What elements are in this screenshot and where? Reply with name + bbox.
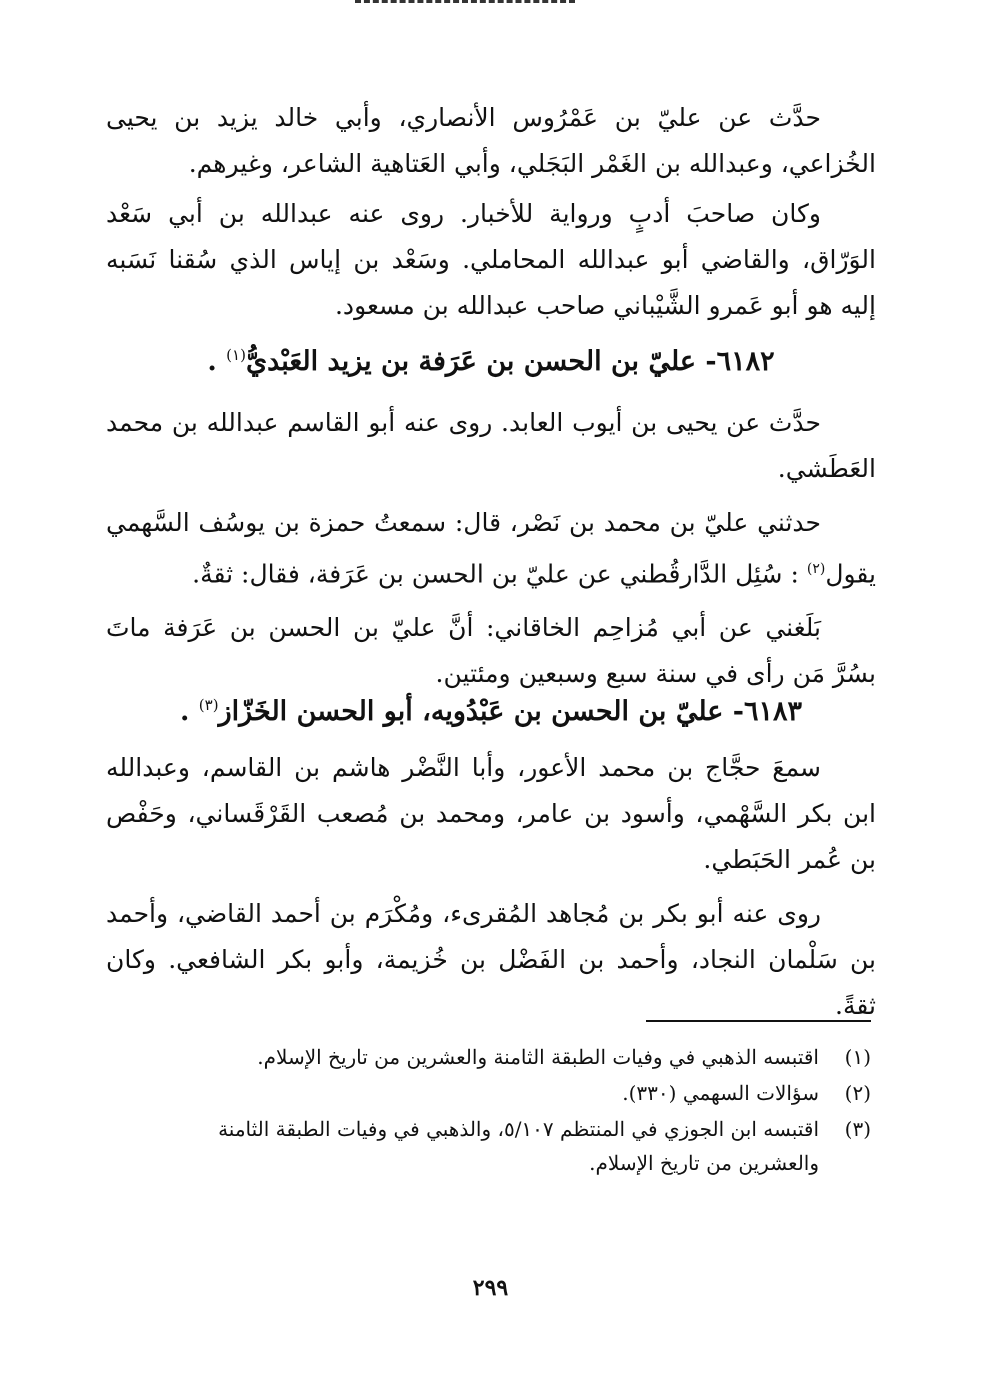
entry-heading-text: ٦١٨٢- عليّ بن الحسن بن عَرَفة بن يزيد العَبْديُّ: [245, 346, 775, 377]
paragraph: حدَّث عن يحيى بن أيوب العابد. روى عنه أبو القاسم عبدالله بن محمد العَطَشي.: [106, 408, 876, 483]
footnote-text: اقتبسه ابن الجوزي في المنتظم ٥/١٠٧، والذهبي في وفيات الطبقة الثامنة والعشرين من تاريخ الإسلام.: [218, 1117, 819, 1175]
footnote-ref: (١): [226, 346, 246, 364]
footnote-item: [151, 1040, 871, 1074]
paragraph: روى عنه أبو بكر بن مُجاهد المُقرىء، ومُكْرَم بن أحمد القاضي، وأحمد بن سَلْمان النجاد، وأحمد بن الفَضْل بن خُزيمة، وأبو بكر الشافعي. وكان ثقةً.: [106, 899, 876, 1020]
entry-heading-6182: [111, 335, 871, 382]
footnote-item: [151, 1112, 871, 1180]
previous-entry-text: [106, 95, 876, 329]
footnote-ref: (٣): [198, 696, 219, 714]
footnotes: [151, 1040, 871, 1182]
footnote-number: (٢): [844, 1081, 871, 1105]
paragraph-text: : سُئِل الدَّارقُطني عن عليّ بن الحسن بن عَرَفة، فقال: ثقةٌ.: [192, 559, 799, 589]
page-number: ٢٩٩: [472, 1275, 509, 1301]
footnote-text: سؤالات السهمي (٣٣٠).: [622, 1081, 819, 1105]
entry-heading-text: ٦١٨٣- عليّ بن الحسن بن عَبْدُويه، أبو الحسن الخَزّاز: [218, 696, 803, 727]
footnote-number: (١): [844, 1045, 871, 1069]
top-header-rule: [355, 0, 575, 9]
entry-6183-body: [106, 745, 876, 1029]
paragraph: وكان صاحبَ أدبٍ ورواية للأخبار. روى عنه عبدالله بن أبي سَعْد الوَرّاق، والقاضي أبو عبدالله المحاملي. وسَعْد بن إياس الذي سُقنا نَسَبه إليه هو أبو عَمرو الشَّيْباني صاحب عبدالله بن مسعود.: [106, 199, 876, 320]
paragraph-text: حدثني عليّ بن محمد بن نَصْر، قال: سمعتُ حمزة بن يوسُف السَّهمي يقول: [106, 508, 876, 589]
footnote-ref: (٢): [806, 561, 826, 577]
paragraph: سمعَ حجَّاج بن محمد الأعور، وأبا النَّضْر هاشم بن القاسم، وعبدالله ابن بكر السَّهْمي، وأسود بن عامر، ومحمد بن مُصعب القَرْقَساني، وحَفْص بن عُمر الحَبَطي.: [106, 753, 876, 874]
heading-tail: .: [179, 696, 199, 727]
paragraph: حدَّث عن عليّ بن عَمْرُوس الأنصاري، وأبي خالد يزيد بن يحيى الخُزاعي، وعبدالله بن الغَمْر البَجَلي، وأبي العَتاهية الشاعر، وغيرهم.: [106, 103, 876, 178]
footnote-number: (٣): [844, 1117, 871, 1141]
paragraph: بَلَغني عن أبي مُزاحِم الخاقاني: أنَّ عليّ بن الحسن بن عَرَفة ماتَ بسُرَّ مَن رأى في سنة سبع وسبعين ومئتين.: [106, 613, 876, 689]
entry-heading-6183: [111, 685, 871, 732]
heading-tail: .: [207, 346, 227, 377]
footnote-divider: [646, 1020, 871, 1022]
footnote-text: اقتبسه الذهبي في وفيات الطبقة الثامنة والعشرين من تاريخ الإسلام.: [257, 1045, 819, 1069]
entry-6182-body: [106, 400, 876, 697]
paragraph: [106, 500, 876, 597]
footnote-item: [151, 1076, 871, 1110]
